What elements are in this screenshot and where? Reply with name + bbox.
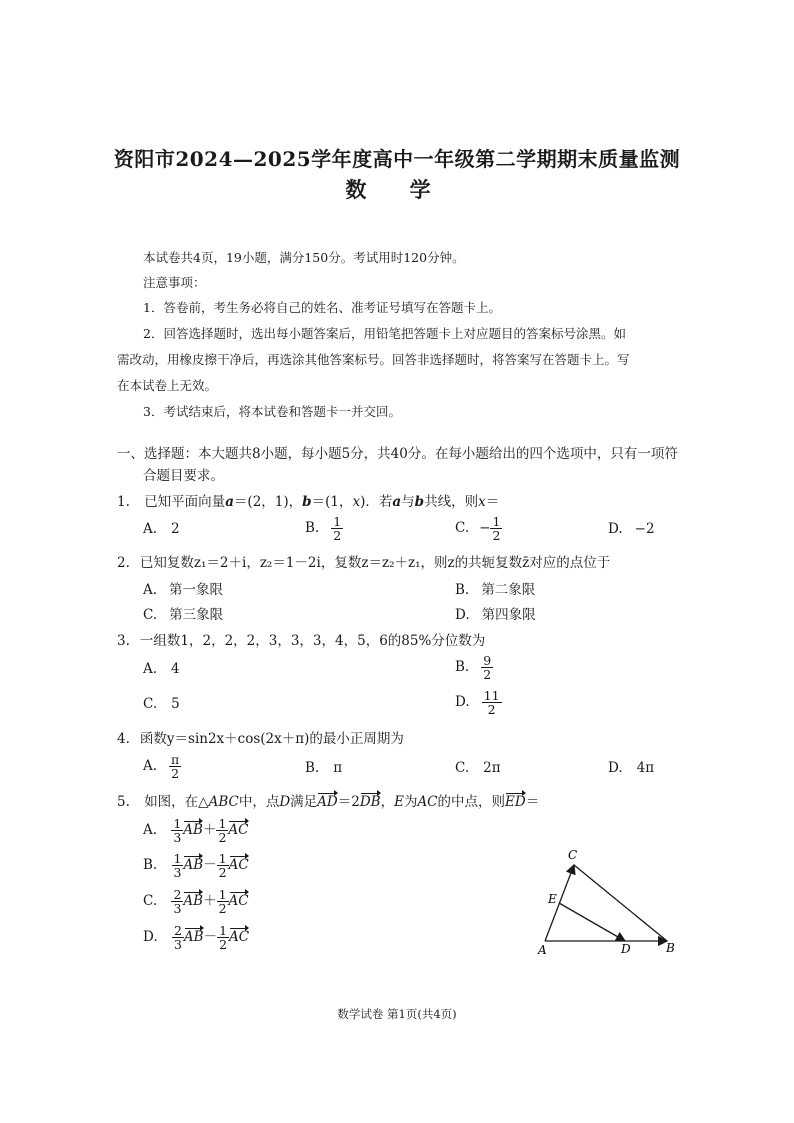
- q5-a-vab: AB: [183, 819, 203, 838]
- q4-option-a-frac: [169, 753, 181, 780]
- q5-c-c2d: 2: [218, 901, 227, 917]
- q5-d-frac2: [217, 924, 229, 951]
- q3-d-den: 2: [487, 702, 496, 718]
- q4-option-c: [455, 760, 501, 776]
- q5-b-c2: 1: [218, 851, 227, 866]
- q2-option-c: [143, 603, 223, 623]
- q5-option-a-label: A.: [143, 822, 158, 839]
- q5-c-c2: 1: [218, 887, 227, 902]
- q4-option-a: [143, 753, 181, 780]
- q3-option-a-value: 4: [171, 661, 180, 677]
- exam-title: 资阳市2024—2025学年度高中一年级第二学期期末质量监测: [113, 147, 681, 171]
- intro-text: 本试卷共4页，19小题，满分150分。考试用时120分钟。: [143, 250, 465, 265]
- triangle-figure: [530, 845, 690, 960]
- q5-a-c2d: 2: [218, 830, 227, 846]
- q5-c-vac: AC: [229, 890, 249, 909]
- q5-d-c2d: 2: [219, 937, 228, 953]
- q4-option-a-label: A.: [143, 758, 158, 775]
- q2-option-b-label: B.: [455, 582, 470, 598]
- q5-vec-ed: ED: [505, 791, 526, 810]
- q1-option-b: [305, 515, 343, 542]
- label-c: C: [568, 848, 578, 862]
- q5-a-c1d: 3: [173, 830, 182, 846]
- q1-x2: x: [478, 494, 486, 510]
- q4-a-den: 2: [171, 766, 180, 782]
- q5-d-vac: AC: [229, 926, 249, 945]
- q5-d: D: [279, 794, 291, 810]
- q5-b-c1: 1: [173, 851, 182, 866]
- q2-option-d: [455, 603, 536, 623]
- q5-option-b: [143, 852, 249, 879]
- q1-option-c: [455, 515, 502, 542]
- q5-text-2: 中，点: [238, 794, 280, 810]
- q1-b-num: 1: [333, 514, 342, 529]
- label-b: B: [666, 941, 675, 955]
- q3-option-c-value: 5: [171, 696, 180, 712]
- q1-x: x: [352, 494, 361, 510]
- question-3: [117, 629, 485, 649]
- q5-a-c2: 1: [218, 816, 227, 831]
- q5-text-3: 满足: [290, 794, 318, 810]
- q5-a-op: ＋: [202, 822, 217, 839]
- q5-vec-db: DB: [360, 791, 381, 810]
- q3-option-d-label: D.: [455, 694, 470, 711]
- label-d: D: [621, 942, 631, 956]
- q4-option-c-value: 2π: [483, 760, 501, 776]
- q1-text-mid: )．若: [360, 494, 393, 510]
- q2-number: 2.: [117, 555, 130, 571]
- q5-b-frac1: [172, 852, 184, 879]
- label-a: A: [538, 943, 547, 957]
- q3-text: 一组数1，2，2，2，3，3，3，4，5，6的85%分位数为: [139, 633, 486, 649]
- q1-a2: a: [392, 494, 402, 510]
- q5-a-vac: AC: [228, 819, 248, 838]
- q4-option-c-label: C.: [455, 760, 470, 776]
- section-header: 一、选择题：本大题共8小题，每小题5分，共40分。在每小题给出的四个选项中，只有一项符: [117, 446, 678, 462]
- q1-option-a: [143, 521, 180, 537]
- notice-title: 注意事项：: [143, 275, 206, 290]
- q5-d-vab: AB: [184, 926, 204, 945]
- q5-c-op: ＋: [203, 893, 217, 910]
- notice-3: 3．考试结束后，将本试卷和答题卡一并交回。: [143, 404, 401, 419]
- q4-option-b-label: B.: [305, 760, 320, 776]
- q2-option-b: [455, 578, 535, 598]
- q5-a-frac2: [216, 817, 228, 844]
- q5-number: 5.: [117, 794, 130, 810]
- q2-option-c-label: C.: [143, 607, 158, 623]
- q4-option-d-value: 4π: [636, 760, 655, 776]
- q1-option-c-frac: [490, 515, 502, 542]
- q1-option-d: [608, 521, 655, 537]
- q1-option-a-label: A.: [143, 521, 158, 537]
- q5-option-c-label: C.: [143, 893, 158, 910]
- q1-b: b: [302, 494, 312, 510]
- segment-ed: [559, 903, 625, 941]
- q1-a-val: ＝(2，1)，: [233, 494, 303, 510]
- page-footer: 数学试卷 第1页(共4页): [337, 1007, 457, 1021]
- q5-b-vab: AB: [183, 854, 203, 873]
- q1-c-num: 1: [492, 514, 501, 529]
- q5-b-c2d: 2: [218, 865, 227, 881]
- q5-option-b-label: B.: [143, 857, 158, 874]
- q2-option-b-value: 第二象限: [481, 582, 536, 598]
- q4-a-num: π: [171, 752, 180, 767]
- q5-text-8: ＝: [525, 794, 540, 810]
- q4-number: 4.: [117, 731, 130, 747]
- question-2: [117, 551, 610, 571]
- q3-option-d-frac: [482, 689, 502, 716]
- q1-b-den: 2: [333, 528, 342, 544]
- q4-option-b-value: π: [333, 760, 343, 776]
- q3-option-c: [143, 696, 180, 712]
- q1-a: a: [225, 494, 234, 510]
- q5-text-6: 为: [403, 794, 418, 810]
- q3-b-den: 2: [483, 667, 492, 683]
- q5-b-vac: AC: [229, 854, 249, 873]
- q1-b2: b: [414, 494, 425, 510]
- notice-2-end: 在本试卷上无效。: [117, 378, 218, 393]
- q1-text-end: 共线，则: [424, 494, 479, 510]
- q5-b-frac2: [217, 852, 229, 879]
- section-header-cont: 合题目要求。: [143, 468, 224, 484]
- q5-d-c1: 2: [173, 923, 182, 938]
- q3-option-b-frac: [481, 654, 493, 681]
- q2-option-d-value: 第四象限: [481, 607, 536, 623]
- q5-c-c1d: 3: [173, 901, 182, 917]
- notice-2: 2．回答选择题时，选出每小题答案后，用铅笔把答题卡上对应题目的答案标号涂黑。如: [143, 326, 626, 341]
- q3-option-a: [143, 661, 180, 677]
- notice-2-cont: 需改动，用橡皮擦干净后，再选涂其他答案标号。回答非选择题时，将答案写在答题卡上。写: [117, 352, 630, 367]
- q1-option-b-label: B.: [305, 520, 320, 537]
- q3-option-c-label: C.: [143, 696, 158, 712]
- q2-option-c-value: 第三象限: [169, 607, 224, 623]
- q4-text: 函数y＝sin2x＋cos(2x＋π)的最小正周期为: [139, 731, 404, 747]
- q5-option-d: [143, 924, 249, 951]
- q5-text-5: ，: [380, 794, 395, 810]
- q3-option-d: [455, 689, 502, 716]
- q5-c-vab: AB: [183, 890, 203, 909]
- notice-1: 1．答卷前，考生务必将自己的姓名、准考证号填写在答题卡上。: [143, 300, 501, 315]
- q5-text-4: ＝2: [337, 794, 360, 810]
- q1-text-pre: 已知平面向量: [144, 494, 226, 510]
- q5-vec-ad: AD: [317, 791, 338, 810]
- q5-d-c1d: 3: [173, 937, 182, 953]
- q3-number: 3.: [117, 633, 130, 649]
- q3-d-num: 11: [483, 688, 500, 703]
- q2-option-a-label: A.: [143, 582, 158, 598]
- q5-abc: ABC: [208, 794, 239, 810]
- q5-option-a: [143, 817, 249, 844]
- q1-number: 1.: [117, 494, 130, 510]
- q1-option-d-value: −2: [634, 521, 655, 537]
- label-e: E: [548, 892, 557, 906]
- q3-option-b: [455, 654, 493, 681]
- q3-option-a-label: A.: [143, 661, 158, 677]
- q5-b-c1d: 3: [173, 865, 182, 881]
- side-cb: [574, 865, 667, 941]
- q1-and: 与: [401, 494, 415, 510]
- question-1: [117, 490, 499, 510]
- q5-b-op: －: [203, 857, 217, 874]
- q3-option-b-label: B.: [455, 659, 470, 676]
- subject-title: 数 学: [345, 177, 449, 202]
- q5-c-c1: 2: [173, 887, 182, 902]
- q2-text: 已知复数z₁＝2＋i，z₂＝1－2i，复数z＝z₂＋z₁，则z的共轭复数z̄对应的点位于: [139, 555, 611, 571]
- q2-option-a: [143, 578, 223, 598]
- q2-option-a-value: 第一象限: [169, 582, 224, 598]
- q1-eq: ＝: [485, 494, 500, 510]
- q4-option-d: [608, 760, 654, 776]
- question-4: [117, 727, 404, 747]
- q1-option-c-sign: −: [479, 520, 491, 537]
- q5-option-c: [143, 888, 249, 915]
- q5-c-frac1: [171, 888, 183, 915]
- question-5: [117, 790, 539, 810]
- q5-e: E: [394, 794, 404, 810]
- q1-b-val: ＝(1，: [311, 494, 353, 510]
- q1-option-d-label: D.: [608, 521, 623, 537]
- q4-option-b: [305, 760, 342, 776]
- q1-option-b-frac: [331, 515, 343, 542]
- q1-c-den: 2: [492, 528, 501, 544]
- q5-d-c2: 1: [219, 923, 228, 938]
- q5-a-c1: 1: [173, 816, 182, 831]
- q5-d-frac1: [172, 924, 184, 951]
- q3-b-num: 9: [483, 653, 492, 668]
- q5-d-op: －: [203, 929, 218, 946]
- q5-ac: AC: [417, 794, 438, 810]
- q5-text-7: 的中点，则: [437, 794, 506, 810]
- q5-option-d-label: D.: [143, 929, 158, 946]
- q5-c-frac2: [217, 888, 229, 915]
- q1-option-a-value: 2: [171, 521, 180, 537]
- q1-option-c-label: C.: [455, 520, 470, 537]
- q4-option-d-label: D.: [608, 760, 623, 776]
- q5-text-1: 如图，在△: [144, 794, 209, 810]
- q2-option-d-label: D.: [455, 607, 470, 623]
- q5-a-frac1: [171, 817, 183, 844]
